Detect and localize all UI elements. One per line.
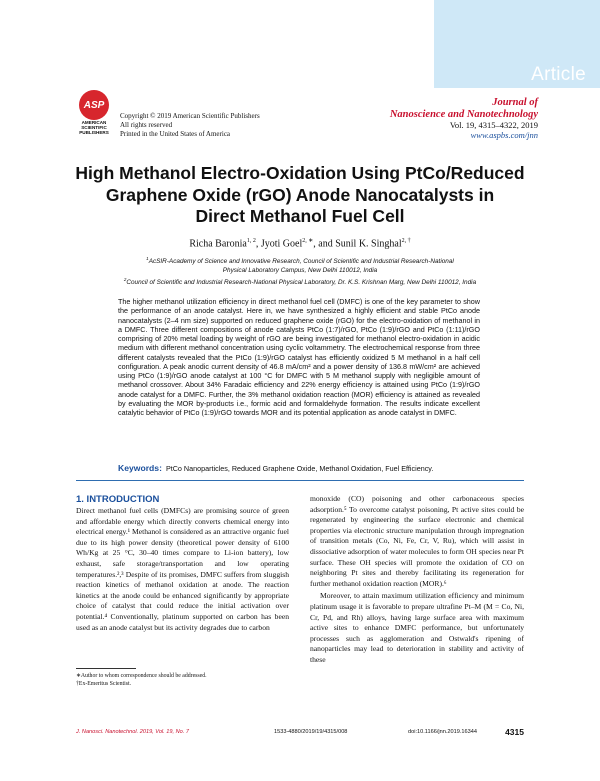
intro-paragraph-1: Direct methanol fuel cells (DMFCs) are promising source of green and affordable energy which directly converts chemical energy into electrical energy.¹ Methanol is considered as an attractive organic fuel due to its high power density (theoretical power density of 6100 Wh/Kg at 25 °C, 30–40 times compare to Li-ion battery), low exhaust, safe storage/transportation and low operating temperatures.²,³ Despite of its promises, DMFC suffers from sluggish reaction kinetics of methanol oxidation at anode. The reaction kinetics at the anode could be enhanced significantly by appropriate choice of catalyst that could reduce the initial activation over potential.⁴ Conventionally, platinum supported on carbon has been used as an anode catalyst but its activity degrades due to carbon bbox=[76, 506, 289, 632]
author-3-affil: 2, † bbox=[401, 238, 411, 244]
abstract: The higher methanol utilization efficiency in direct methanol fuel cell (DMFC) is one of the key parameter to show the performance of an anode catalyst. Here in, we have synthesized a highly efficient and stable PtCo anode nanocatalysts (2–4 nm size) supported on reduced graphene oxide (rGO) for the electro-oxidation of methanol in a DMFC. Three different compositions of anode catalysts PtCo (1:7)/rGO, PtCo (1:9)/rGO and PtCo (1:11)/rGO comprising of 20% metal loading by weight of rGO are being investigated for methanol electro-oxidation in acidic medium with different methanol concentration using cyclic voltammetry. The electrochemical response from three different catalysts revealed that the PtCo (1:9)/rGO catalyst has efficiently oxidized 5 M methanol in a half cell configuration. A peak anodic current density of 46.8 mA/cm² and a power density of 136.8 mW/cm² are achieved using PtCo (1:9)/rGO anode catalyst at 100 °C for DMFC with 5 M methanol supply with negligible amount of methanol crossover. About 34% Faradaic efficiency and 22% energy efficiency is attained using PtCo (1:9)/rGO anode catalyst for a DMFC. Further, the 3% methanol oxidation reaction (MOR) efficiency is attained as revealed by evaluating the MOR by-products i.e., formic acid and formaldehyde formation. The results indicate excellent catalytic behavior of PtCo (1:9)/rGO towards MOR and its potential application as anode catalyst in DMFC. bbox=[118, 297, 480, 417]
page-number: 4315 bbox=[505, 727, 524, 737]
author-1-affil: 1, 2 bbox=[246, 238, 256, 244]
affiliation-1-number: 1 bbox=[146, 256, 149, 261]
footer-issn: 1533-4880/2019/19/4315/008 bbox=[274, 729, 348, 735]
author-2-affil: 2, ∗ bbox=[302, 238, 314, 244]
author-2: Jyoti Goel bbox=[260, 238, 303, 250]
journal-name-line-2: Nanoscience and Nanotechnology bbox=[389, 108, 538, 120]
footnote-correspondence: ∗Author to whom correspondence should be addressed. bbox=[76, 673, 207, 679]
journal-url-link[interactable]: www.aspbs.com/jnn bbox=[470, 130, 538, 140]
title-line-3: Direct Methanol Fuel Cell bbox=[195, 206, 405, 226]
footnote-emeritus: †Ex-Emeritus Scientist. bbox=[76, 681, 132, 687]
body-column-right bbox=[310, 494, 524, 666]
logo-line-3: PUBLISHERS bbox=[79, 130, 109, 136]
title-line-2: Graphene Oxide (rGO) Anode Nanocatalysts in bbox=[105, 184, 495, 205]
body-column-left bbox=[76, 506, 289, 633]
copyright-block bbox=[120, 112, 260, 139]
journal-info bbox=[390, 97, 538, 140]
author-conjunction: and bbox=[318, 238, 333, 250]
keywords bbox=[118, 463, 490, 473]
logo-line-2: SCIENTIFIC bbox=[81, 125, 107, 131]
affiliation-1 bbox=[60, 254, 540, 275]
author-3: Sunil K. Singhal bbox=[335, 238, 402, 250]
journal-name-line-1: Journal of bbox=[492, 97, 538, 108]
author-1: Richa Baronia bbox=[189, 238, 247, 250]
intro-paragraph-2: Moreover, to attain maximum utilization efficiency and minimum platinum usage it is favorable to prepare ultrafine Pt–M (M = Co, Ni, Cr, Pd, and Rh) alloys, having large surface area with maximum active sites to enhance DMFC performance, but unfortunately processes such as agglomeration and Ostwald's ripening of nanoparticles may lead to deterioration in stability and activity of these bbox=[310, 591, 524, 664]
keywords-text: PtCo Nanoparticles, Reduced Graphene Oxide, Methanol Oxidation, Fuel Efficiency. bbox=[165, 464, 434, 473]
intro-paragraph-1-continued: monoxide (CO) poisoning and other carbonaceous species adsorption.⁵ To overcome catalyst poisoning, Pt active sites could be regenerated by engineering the surface electronic and chemical properties via electronic structure manipulation through impregnation of transition metals (Co, Ni, Fe, Cr, V, Ru), which will assist in dissociative adsorption of water molecules to form OH species near Pt surface. These OH species will promote the oxidation of CO on neighboring Pt sites and thereby facilitating its regeneration for further methanol oxidation reaction (MOR).⁶ bbox=[310, 494, 524, 588]
affiliation-2 bbox=[60, 275, 540, 287]
section-divider bbox=[76, 480, 524, 481]
affiliation-1-line-a: AcSIR-Academy of Science and Innovative Research, Council of Scientific and Industrial Research-National bbox=[148, 258, 454, 266]
section-heading-introduction: 1. INTRODUCTION bbox=[76, 494, 160, 505]
printed-line: Printed in the United States of America bbox=[120, 130, 231, 138]
article-type-badge bbox=[434, 0, 600, 88]
logo-line-1: AMERICAN bbox=[81, 120, 107, 125]
journal-volume: Vol. 19, 4315–4322, 2019 bbox=[449, 120, 538, 130]
article-type-label: Article bbox=[531, 64, 586, 85]
paper-title bbox=[60, 163, 540, 228]
keywords-label: Keywords: bbox=[118, 463, 162, 473]
author-list: Richa Baronia$^{1, 2}$, Jyoti Goel$^{2, ∗}$, and Sunil K. Singhal$^{2, \dagger}$ bbox=[189, 238, 411, 250]
affiliation-2-text: Council of Scientific and Industrial Research-National Physical Laboratory, Dr. K.S. Krishnan Marg, New Delhi 110012, India bbox=[126, 279, 477, 287]
publisher-logo bbox=[74, 90, 114, 136]
rights-line: All rights reserved bbox=[120, 121, 173, 129]
footer-journal-citation: J. Nanosci. Nanotechnol. 2019, Vol. 19, No. 7 bbox=[76, 729, 189, 735]
affiliation-2-number: 2 bbox=[123, 277, 127, 282]
affiliation-1-line-b: Physical Laboratory Campus, New Delhi 110012, India bbox=[222, 267, 378, 275]
footnotes bbox=[76, 672, 207, 688]
footer-doi[interactable]: doi:10.1166/jnn.2019.16344 bbox=[408, 729, 477, 735]
footnote-divider bbox=[76, 668, 136, 669]
title-line-1: High Methanol Electro-Oxidation Using PtCo/Reduced bbox=[75, 163, 525, 183]
copyright-line: Copyright © 2019 American Scientific Publishers bbox=[120, 112, 260, 120]
logo-mark: ASP bbox=[79, 90, 109, 120]
